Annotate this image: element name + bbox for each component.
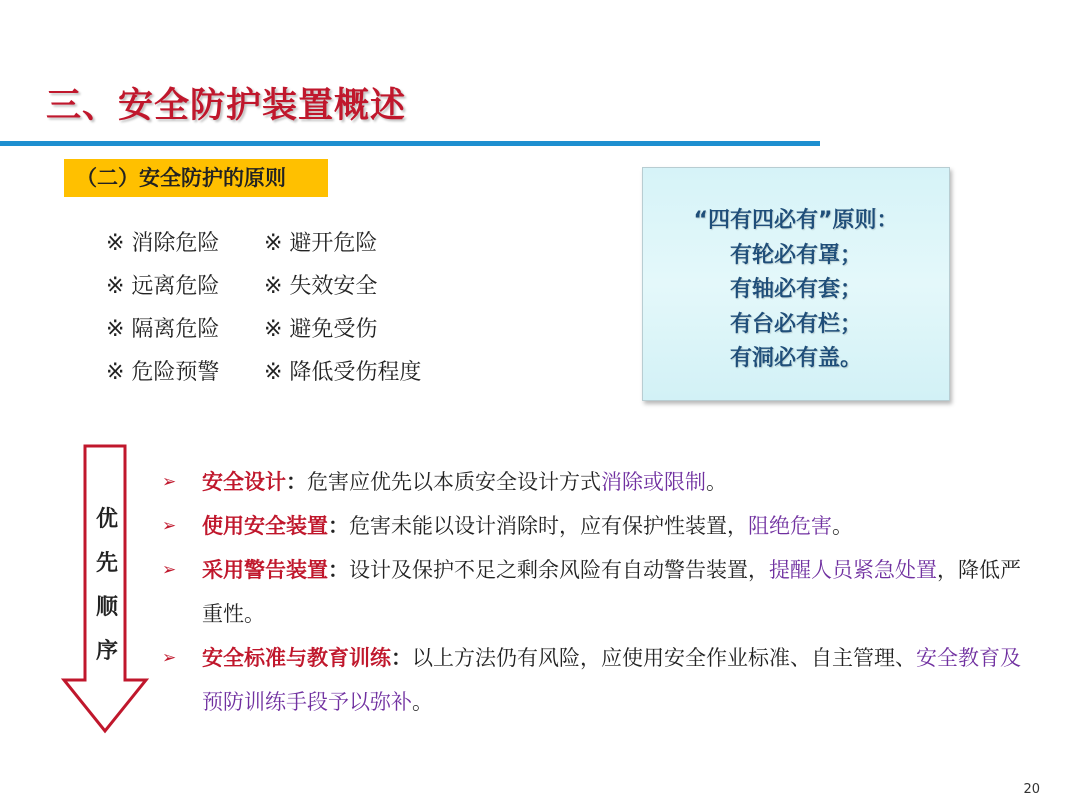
measure-item [160, 636, 1030, 724]
priority-char: 优 [95, 507, 118, 532]
principle-item: ※ 远离危险 [106, 274, 220, 299]
measure-label: 使用安全装置 [202, 514, 328, 538]
measure-item [160, 504, 1030, 548]
arrow-bullet-icon: ➢ [162, 560, 177, 580]
title-underline [0, 141, 820, 146]
principle-item: ※ 隔离危险 [106, 317, 220, 342]
principle-item: ※ 避开危险 [264, 231, 378, 256]
measure-colon: ： [328, 558, 349, 582]
four-musts-box [642, 167, 950, 401]
principle-item: ※ 失效安全 [264, 274, 378, 299]
rule-box-heading: “四有四必有”原则： [693, 208, 899, 233]
measure-tail: 。 [832, 514, 853, 538]
rule-line: 有轴必有套； [729, 277, 862, 302]
rule-line: 有台必有栏； [729, 311, 862, 337]
measure-highlight: 安全教育及预防训练手段予以弥补 [202, 646, 1021, 714]
principle-item: ※ 避免受伤 [264, 317, 378, 342]
protection-measures-list [160, 460, 1030, 724]
measure-highlight: 消除或限制 [601, 470, 706, 494]
arrow-bullet-icon: ➢ [162, 648, 177, 668]
priority-char: 顺 [95, 595, 118, 620]
arrow-bullet-icon: ➢ [162, 472, 177, 492]
principle-row [106, 312, 421, 355]
measure-colon: ： [286, 470, 307, 494]
priority-char: 序 [95, 639, 118, 664]
arrow-bullet-icon: ➢ [162, 516, 177, 536]
principle-row [106, 226, 421, 269]
page-number: 20 [1023, 782, 1040, 797]
measure-label: 安全标准与教育训练 [202, 646, 391, 670]
measure-label: 采用警告装置 [202, 558, 328, 582]
measure-text: 危害未能以设计消除时，应有保护性装置， [349, 514, 748, 538]
principles-list [106, 226, 421, 398]
measure-item [160, 548, 1030, 636]
rule-line: 有洞必有盖。 [729, 346, 862, 371]
measure-highlight: 提醒人员紧急处置 [769, 558, 937, 582]
measure-highlight: 阻绝危害 [748, 514, 832, 538]
measure-text: 以上方法仍有风险，应使用安全作业标准、自主管理、 [412, 646, 916, 670]
section-subheading: （二）安全防护的原则 [64, 159, 328, 197]
slide-title: 三、安全防护装置概述 [46, 86, 407, 126]
measure-colon: ： [328, 514, 349, 538]
rule-line: 有轮必有罩； [729, 242, 862, 268]
measure-tail: ，降低严重性。 [202, 558, 1021, 626]
principle-item: ※ 消除危险 [106, 231, 220, 256]
measure-text: 危害应优先以本质安全设计方式 [307, 470, 601, 494]
principle-item: ※ 降低受伤程度 [264, 360, 422, 385]
principle-row [106, 269, 421, 312]
priority-char: 先 [95, 551, 118, 576]
measure-tail: 。 [706, 470, 727, 494]
measure-colon: ： [391, 646, 412, 670]
measure-tail: 。 [412, 690, 433, 714]
principle-item: ※ 危险预警 [106, 360, 220, 385]
principle-row [106, 355, 421, 398]
measure-text: 设计及保护不足之剩余风险有自动警告装置， [349, 558, 769, 582]
measure-item [160, 460, 1030, 504]
priority-order-label [86, 498, 128, 674]
measure-label: 安全设计 [202, 470, 286, 494]
